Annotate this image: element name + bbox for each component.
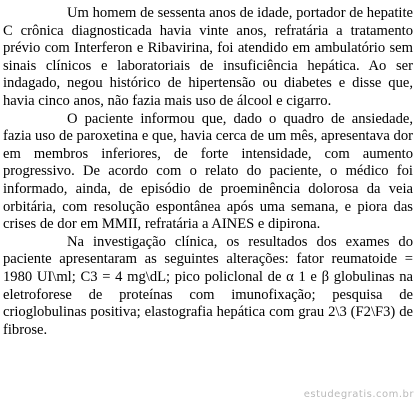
site-watermark: estudegratis.com.br <box>303 389 414 400</box>
case-text <box>3 5 413 339</box>
paragraph-3: Na investigação clínica, os resultados dos exames do paciente apresentaram as seguintes alterações: fator reumatoide = 1980 UI\ml; C3 = 4 mg\dL; pico policlonal de α 1 e β globulinas na eletroforese de proteínas com imunofixação; pesquisa de crioglobulinas positiva; elastografia hepática com grau 2\3 (F2\F3) de fibrose. <box>3 233 413 338</box>
paragraph-2: O paciente informou que, dado o quadro de ansiedade, fazia uso de paroxetina e que, havia cerca de um mês, apresentava dor em membros inferiores, de forte intensidade, com aumento progressivo. De acordo com o relato do paciente, o médico foi informado, ainda, de episódio de proeminência dolorosa da veia orbitária, com resolução espontânea após uma semana, e piora das crises de dor em MMII, refratária a AINES e dipirona. <box>3 110 413 233</box>
paragraph-1: Um homem de sessenta anos de idade, portador de hepatite C crônica diagnosticada havia vinte anos, refratária a tratamento prévio com Interferon e Ribavirina, foi atendido em ambulatório sem sinais clínicos e laboratoriais de insuficiência hepática. Ao ser indagado, negou histórico de hipertensão ou diabetes e disse que, havia cinco anos, não fazia mais uso de álcool e cigarro. <box>3 5 413 109</box>
